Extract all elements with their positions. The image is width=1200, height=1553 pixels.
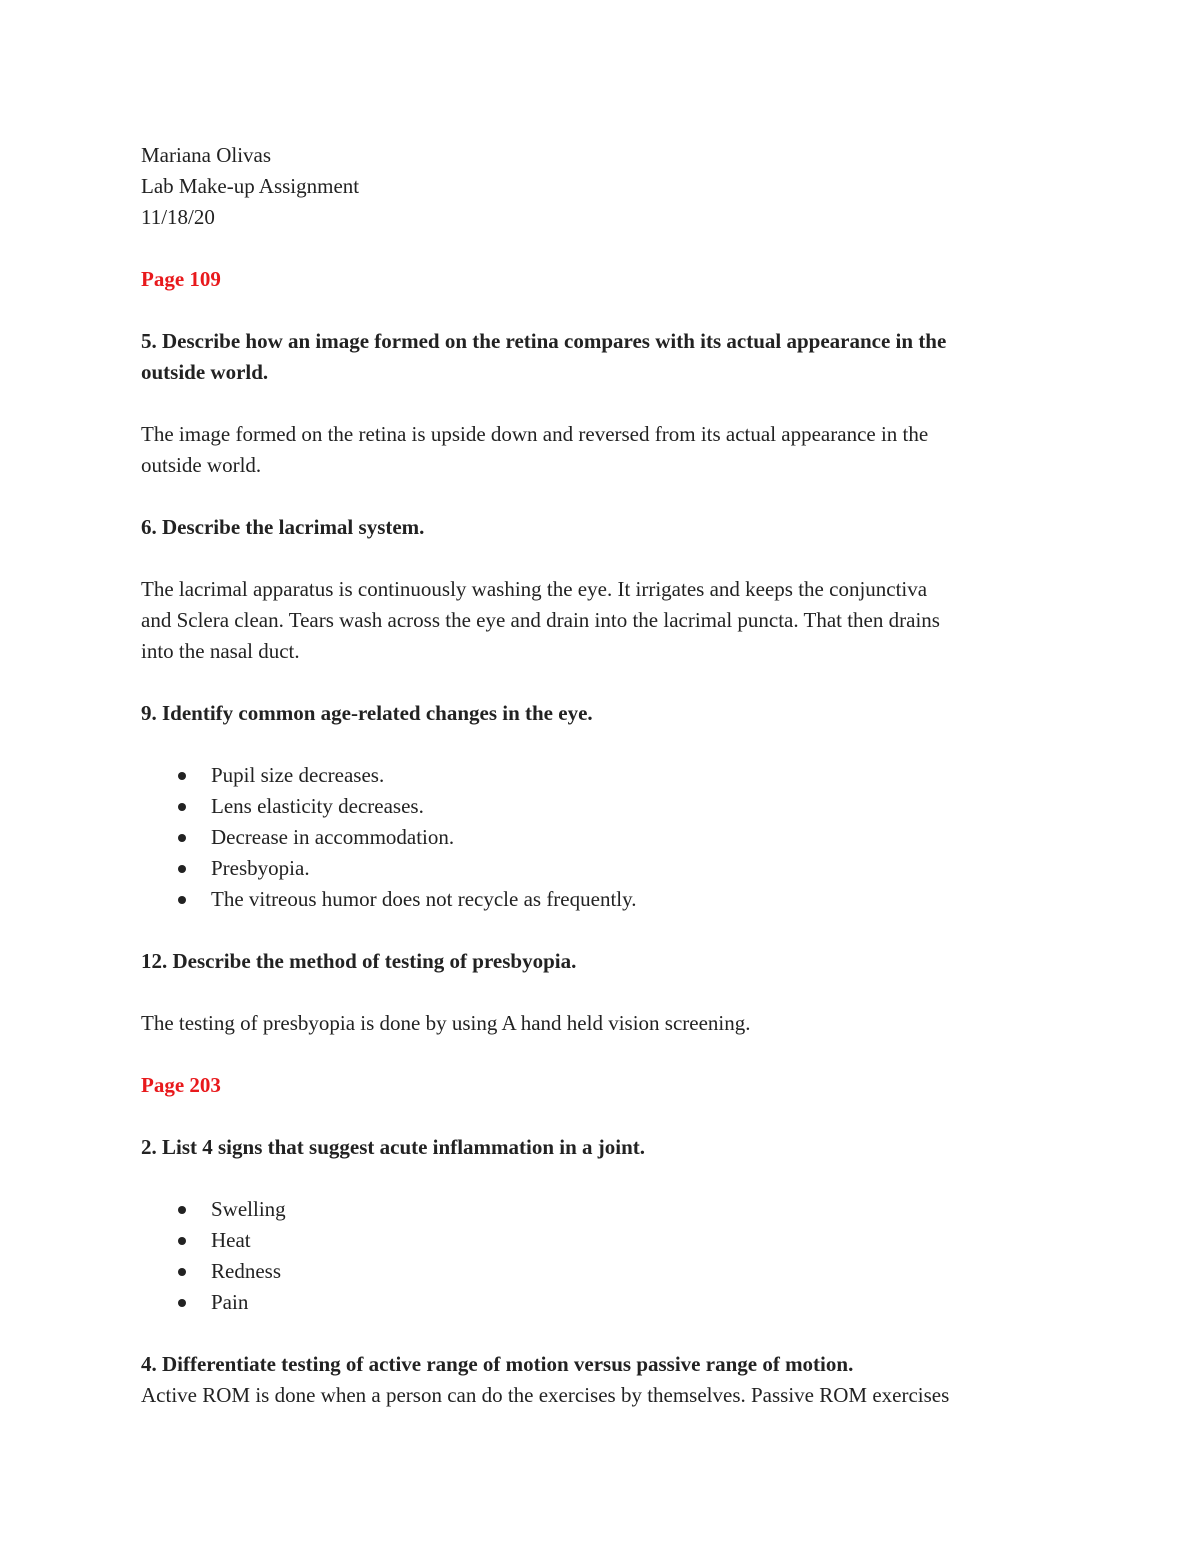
list-item xyxy=(141,1225,1061,1256)
answer-text xyxy=(141,574,1061,667)
answer-line: The lacrimal apparatus is continuously washing the eye. It irrigates and keeps the conjunctiva xyxy=(141,577,928,601)
answer-line: outside world. xyxy=(141,453,262,477)
answer-text xyxy=(141,1380,1061,1411)
question-heading xyxy=(141,512,1061,543)
answer-line: The image formed on the retina is upside down and reversed from its actual appearance in the xyxy=(141,422,929,446)
bullet-icon xyxy=(178,1206,186,1214)
bullet-icon xyxy=(178,772,186,780)
list-item-text: Swelling xyxy=(211,1197,286,1221)
question-heading xyxy=(141,946,1061,977)
question-line: 2. List 4 signs that suggest acute inflammation in a joint. xyxy=(141,1135,646,1159)
question-line: 12. Describe the method of testing of presbyopia. xyxy=(141,949,577,973)
list-item xyxy=(141,822,1061,853)
question-line: 5. Describe how an image formed on the retina compares with its actual appearance in the xyxy=(141,329,947,353)
list-item-text: Pain xyxy=(211,1290,249,1314)
list-item xyxy=(141,1256,1061,1287)
page-heading: Page 203 xyxy=(141,1073,221,1097)
question-heading xyxy=(141,698,1061,729)
bullet-icon xyxy=(178,865,186,873)
list-item xyxy=(141,1194,1061,1225)
question-heading xyxy=(141,1349,1061,1380)
section-2 xyxy=(141,1070,1061,1411)
bullet-icon xyxy=(178,834,186,842)
answer-text xyxy=(141,419,1061,481)
list-item xyxy=(141,884,1061,915)
list-item-text: Presbyopia. xyxy=(211,856,310,880)
section-1 xyxy=(141,264,1061,1070)
list-item-text: Lens elasticity decreases. xyxy=(211,794,424,818)
answer-line: into the nasal duct. xyxy=(141,639,300,663)
bullet-icon xyxy=(178,1237,186,1245)
list-item xyxy=(141,1287,1061,1318)
document-sections xyxy=(141,264,1061,1411)
question-heading xyxy=(141,1132,1061,1163)
assignment-title: Lab Make-up Assignment xyxy=(141,174,360,198)
list-item xyxy=(141,760,1061,791)
answer-text xyxy=(141,1008,1061,1039)
list-item-text: Heat xyxy=(211,1228,251,1252)
question-heading xyxy=(141,326,1061,388)
answer-line: Active ROM is done when a person can do the exercises by themselves. Passive ROM exercises xyxy=(141,1383,950,1407)
list-item-text: Redness xyxy=(211,1259,281,1283)
page-heading: Page 109 xyxy=(141,267,221,291)
author-name: Mariana Olivas xyxy=(141,143,272,167)
list-item-text: Decrease in accommodation. xyxy=(211,825,455,849)
list-item-text: The vitreous humor does not recycle as frequently. xyxy=(211,887,637,911)
question-line: outside world. xyxy=(141,360,269,384)
list-item xyxy=(141,853,1061,884)
document-page xyxy=(141,140,1061,1411)
bullet-icon xyxy=(178,1299,186,1307)
bullet-icon xyxy=(178,803,186,811)
answer-line: and Sclera clean. Tears wash across the eye and drain into the lacrimal puncta. That then drains xyxy=(141,608,940,632)
bullet-list xyxy=(141,1194,1061,1318)
list-item xyxy=(141,791,1061,822)
bullet-list xyxy=(141,760,1061,915)
question-line: 6. Describe the lacrimal system. xyxy=(141,515,425,539)
answer-line: The testing of presbyopia is done by using A hand held vision screening. xyxy=(141,1011,751,1035)
assignment-date: 11/18/20 xyxy=(141,205,215,229)
bullet-icon xyxy=(178,1268,186,1276)
question-line: 9. Identify common age-related changes in the eye. xyxy=(141,701,593,725)
list-item-text: Pupil size decreases. xyxy=(211,763,385,787)
bullet-icon xyxy=(178,896,186,904)
question-line: 4. Differentiate testing of active range of motion versus passive range of motion. xyxy=(141,1352,854,1376)
